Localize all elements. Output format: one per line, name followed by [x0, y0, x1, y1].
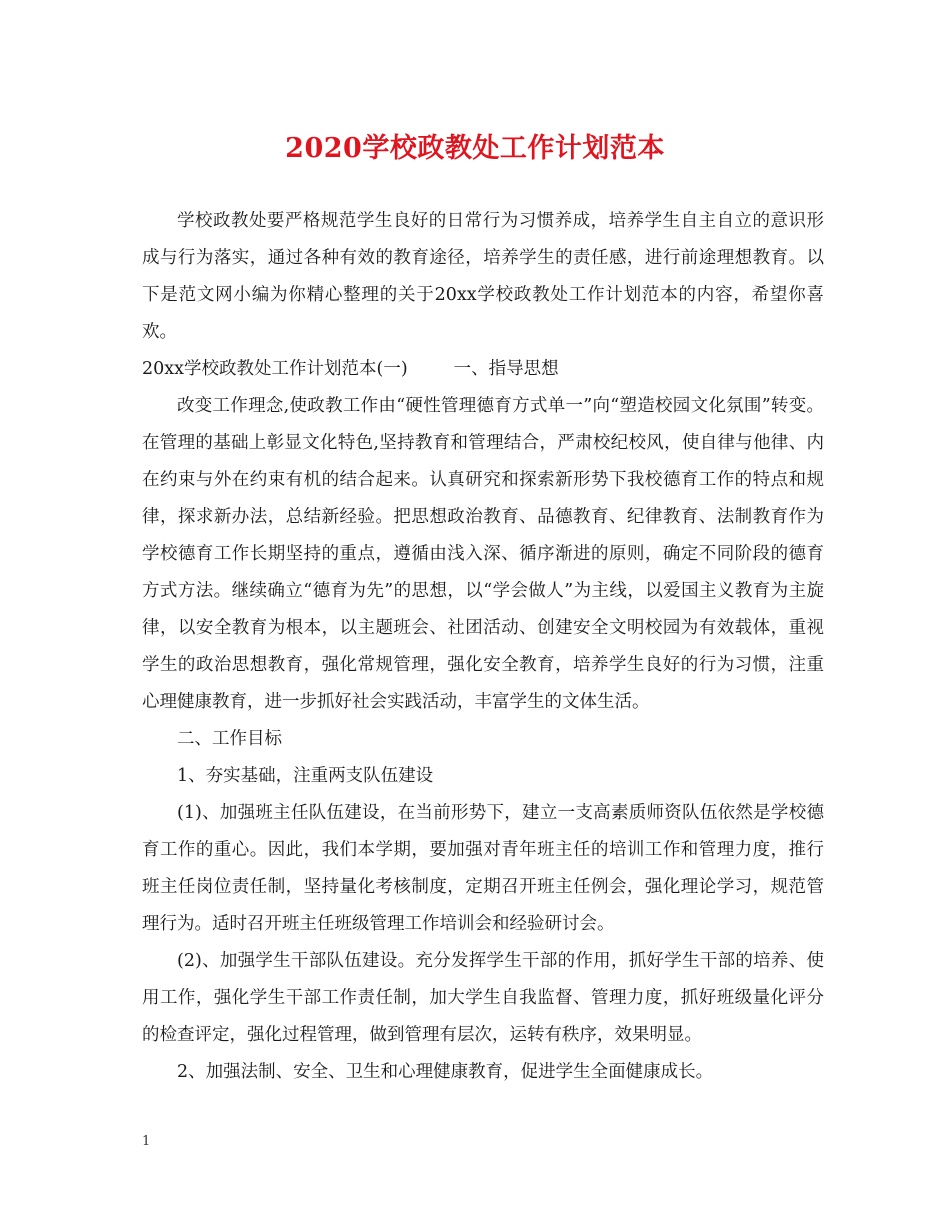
goal-item-1-2: (2)、加强学生干部队伍建设。充分发挥学生干部的作用，抓好学生干部的培养、使用工作，强化学生干部工作责任制，加大学生自我监督、管理力度，抓好班级量化评分的检查评定，强化过程管理，做到管理有层次，运转有秩序，效果明显。 [142, 951, 824, 1045]
goal-item-2: 2、加强法制、安全、卫生和心理健康教育，促进学生全面健康成长。 [177, 1062, 714, 1082]
document-title: 2020学校政教处工作计划范本 [285, 133, 665, 164]
heading-guiding-thought: 一、指导思想 [453, 359, 559, 379]
section-title: 20xx学校政教处工作计划范本(一) [142, 359, 408, 379]
goal-item-1-1: (1)、加强班主任队伍建设，在当前形势下，建立一支高素质师资队伍依然是学校德育工作的重心。因此，我们本学期，要加强对青年班主任的培训工作和管理力度，推行班主任岗位责任制，坚持量化考核制度，定期召开班主任例会，强化理论学习，规范管理行为。适时召开班主任班级管理工作培训会和经验研讨会。 [142, 803, 824, 934]
document-body [142, 203, 824, 1091]
guiding-thought-paragraph: 改变工作理念,使政教工作由“硬性管理德育方式单一”向“塑造校园文化氛围”转变。在管理的基础上彰显文化特色,坚持教育和管理结合，严肃校纪校风，使自律与他律、内在约束与外在约束有机的结合起来。认真研究和探索新形势下我校德育工作的特点和规律，探求新办法，总结新经验。把思想政治教育、品德教育、纪律教育、法制教育作为学校德育工作长期坚持的重点，遵循由浅入深、循序渐进的原则，确定不同阶段的德育方式方法。继续确立“德育为先”的思想，以“学会做人”为主线，以爱国主义教育为主旋律，以安全教育为根本，以主题班会、社团活动、创建安全文明校园为有效载体，重视学生的政治思想教育，强化常规管理，强化安全教育，培养学生良好的行为习惯，注重心理健康教育，进一步抓好社会实践活动，丰富学生的文体生活。 [142, 396, 824, 712]
section-title-line [142, 351, 824, 388]
page-number: 1 [142, 1134, 151, 1149]
intro-paragraph: 学校政教处要严格规范学生良好的日常行为习惯养成，培养学生自主自立的意识形成与行为落实，通过各种有效的教育途径，培养学生的责任感，进行前途理想教育。以下是范文网小编为你精心整理的关于20xx学校政教处工作计划范本的内容，希望你喜欢。 [142, 211, 824, 342]
goal-item-1: 1、夯实基础，注重两支队伍建设 [177, 766, 434, 786]
heading-work-goals: 二、工作目标 [177, 729, 282, 749]
